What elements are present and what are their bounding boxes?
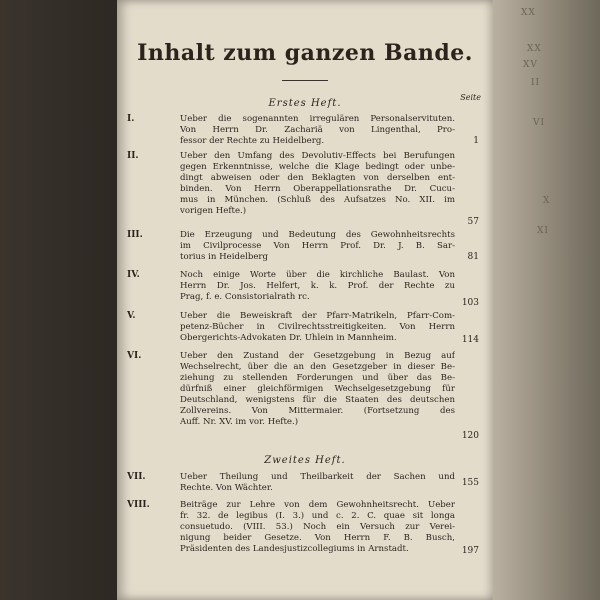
entry-line: Deutschland, wenigstens für die Staaten des deutschen bbox=[180, 395, 455, 405]
entry-line: Zollvereins. Von Mittermaier. (Fortsetzung des bbox=[180, 406, 455, 416]
book-left-edge bbox=[0, 0, 117, 600]
entry-page: 103 bbox=[461, 298, 479, 308]
entry-line: petenz-Bücher in Civilrechtsstreitigkeiten. Von Herrn bbox=[180, 322, 455, 332]
heft-heading-2: Zweites Heft. bbox=[264, 455, 346, 466]
entry-line: torius in Heidelberg bbox=[180, 252, 269, 262]
entry-page: 114 bbox=[461, 335, 479, 345]
entry-line: im Civilprocesse Von Herrn Prof. Dr. J. B. Sar- bbox=[180, 241, 455, 251]
bleed-mark: XX bbox=[521, 8, 536, 18]
entry-line: binden. Von Herrn Oberappellationsrathe Dr. Cucu- bbox=[180, 184, 455, 194]
entry-number: III. bbox=[127, 230, 143, 240]
bleed-mark: X bbox=[543, 196, 551, 206]
next-page-edge bbox=[493, 0, 600, 600]
entry-line: gegen Erkenntnisse, welche die Klage bedingt oder unbe- bbox=[180, 162, 455, 172]
entry-line: Auff. Nr. XV. im vor. Hefte.) bbox=[180, 417, 299, 427]
entry-line: Ueber Theilung und Theilbarkeit der Sachen und bbox=[180, 472, 455, 482]
entry-number: V. bbox=[127, 311, 136, 321]
entry-page: 1 bbox=[473, 136, 479, 146]
entry-number: VII. bbox=[127, 472, 146, 482]
entry-line: Beiträge zur Lehre von dem Gewohnheitsrecht. Ueber bbox=[180, 500, 455, 510]
bleed-mark: XX bbox=[527, 44, 542, 54]
entry-number: VI. bbox=[127, 351, 142, 361]
entry-number: IV. bbox=[127, 270, 140, 280]
entry-number: VIII. bbox=[127, 500, 150, 510]
entry-page: 57 bbox=[467, 217, 479, 227]
entry-number: I. bbox=[127, 114, 135, 124]
entry-page: 197 bbox=[461, 546, 479, 556]
entry-line: Die Erzeugung und Bedeutung des Gewohnheitsrechts bbox=[180, 230, 455, 240]
title-rule bbox=[282, 80, 328, 81]
bleed-mark: XV bbox=[523, 60, 538, 70]
seite-label: Seite bbox=[460, 93, 481, 102]
entry-line: Herrn Dr. Jos. Helfert, k. k. Prof. der Rechte zu bbox=[180, 281, 455, 291]
entry-line: dürfniß einer gleichförmigen Wechselgesetzgebung für bbox=[180, 384, 455, 394]
page-title: Inhalt zum ganzen Bande. bbox=[137, 40, 473, 66]
entry-line: dingt abweisen oder den Beklagten von derselben ent- bbox=[180, 173, 455, 183]
entry-line: vorigen Hefte.) bbox=[180, 206, 247, 216]
entry-line: fessor der Rechte zu Heidelberg. bbox=[180, 136, 325, 146]
entry-line: Obergerichts-Advokaten Dr. Uhlein in Mannheim. bbox=[180, 333, 397, 343]
entry-page: 155 bbox=[461, 478, 479, 488]
heft-heading-1: Erstes Heft. bbox=[268, 98, 342, 109]
entry-line: Noch einige Worte über die kirchliche Baulast. Von bbox=[180, 270, 455, 280]
entry-page: 81 bbox=[467, 252, 479, 262]
bleed-mark: VI bbox=[533, 118, 546, 128]
entry-line: Ueber den Umfang des Devolutiv-Effects bei Berufungen bbox=[180, 151, 455, 161]
entry-line: Ueber die sogenannten irregulären Personalservituten. bbox=[180, 114, 455, 124]
entry-line: nigung beider Gesetze. Von Herrn F. B. Busch, bbox=[180, 533, 455, 543]
entry-page: 120 bbox=[461, 431, 479, 441]
entry-line: Rechte. Von Wächter. bbox=[180, 483, 273, 493]
book-page bbox=[117, 0, 493, 600]
entry-line: Ueber die Beweiskraft der Pfarr-Matrikeln, Pfarr-Com- bbox=[180, 311, 455, 321]
entry-line: Ueber den Zustand der Gesetzgebung in Bezug auf bbox=[180, 351, 455, 361]
entry-number: II. bbox=[127, 151, 139, 161]
entry-line: Prag, f. e. Consistorialrath rc. bbox=[180, 292, 310, 302]
entry-line: Von Herrn Dr. Zachariä von Lingenthal, Pro- bbox=[180, 125, 455, 135]
entry-line: Wechselrecht, über die an den Gesetzgeber in dieser Be- bbox=[180, 362, 455, 372]
entry-line: fr. 32. de legibus (I. 3.) und c. 2. C. quae sit longa bbox=[180, 511, 455, 521]
entry-line: ziehung zu stellenden Forderungen und über das Be- bbox=[180, 373, 455, 383]
entry-line: consuetudo. (VIII. 53.) Noch ein Versuch zur Verei- bbox=[180, 522, 455, 532]
bleed-mark: II bbox=[531, 78, 541, 88]
entry-line: mus in München. (Schluß des Aufsatzes No. XII. im bbox=[180, 195, 455, 205]
bleed-mark: XI bbox=[537, 226, 549, 236]
entry-line: Präsidenten des Landesjustizcollegiums in Arnstadt. bbox=[180, 544, 409, 554]
